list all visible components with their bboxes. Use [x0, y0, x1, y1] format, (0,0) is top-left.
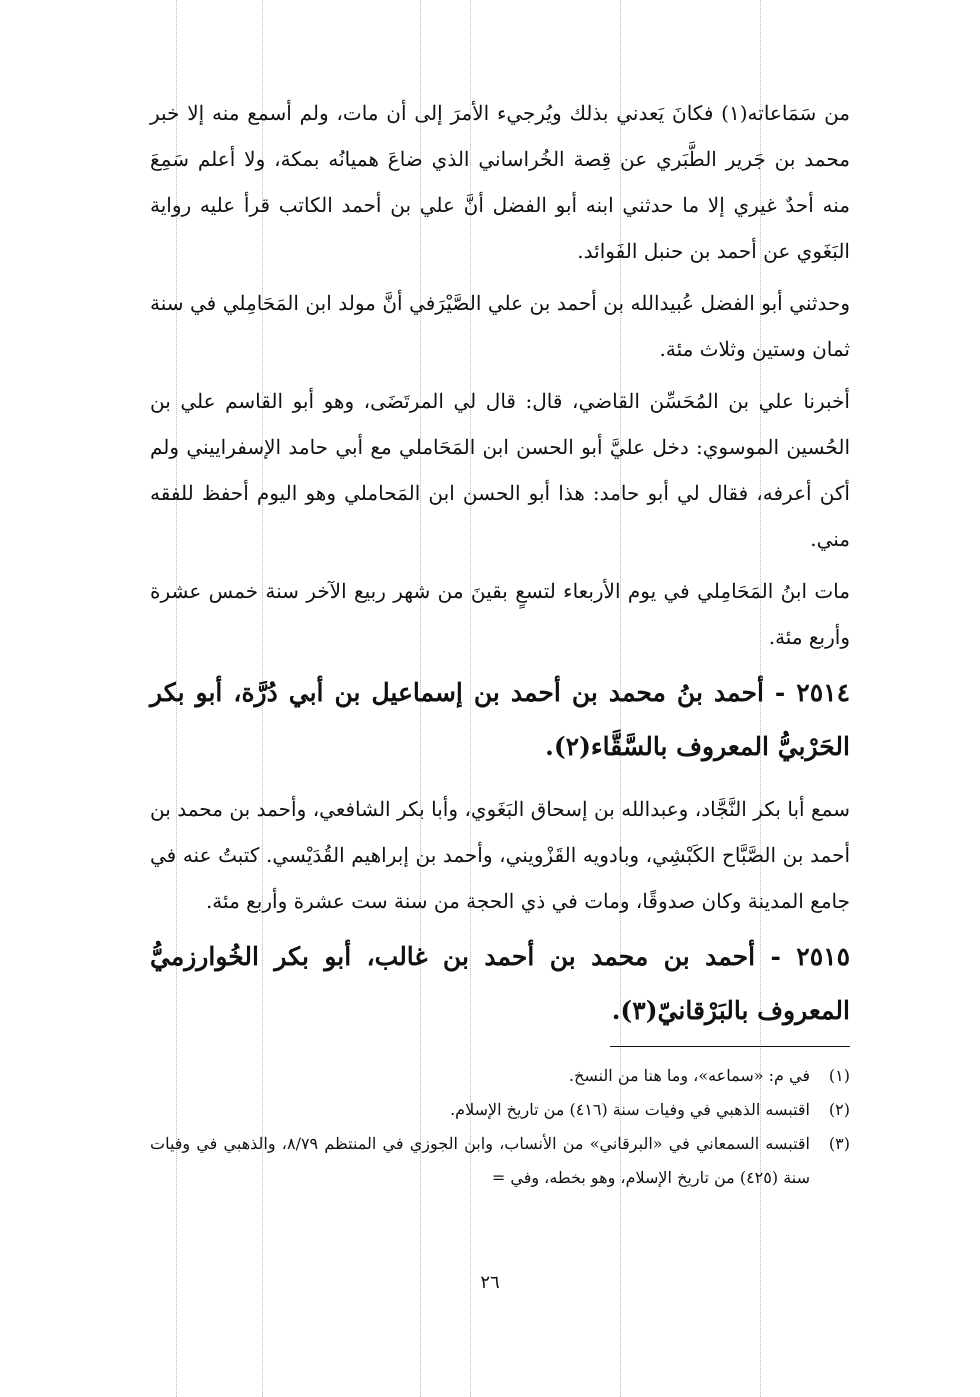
footnote — [150, 1093, 850, 1127]
footnote-text: في م: «سماعه»، وما هنا من النسخ. — [568, 1066, 810, 1085]
footnote-number: (١) — [828, 1066, 850, 1085]
paragraph: من سَمَاعاته(١) فكانَ يَعدني بذلك ويُرجيء الأمرَ إلى أن مات، ولم أسمع منه إلا خبر محمد بن جَرير الطَّبَري عن قِصة الخُراساني الذي ضاعَ هميانُه بمكة، ولا أعلم سَمِعَ منه أحدٌ غيري إلا ما حدثني ابنه أبو الفضل أنَّ علي بن أحمد الكاتب قرأ عليه رواية البَغَوي عن أحمد بن حنبل الفَوائد. — [150, 101, 851, 263]
footnotes — [150, 1059, 850, 1195]
footnote — [150, 1059, 850, 1093]
footnote-number: (٢) — [828, 1100, 850, 1119]
paragraph: وحدثني أبو الفضل عُبيدالله بن أحمد بن علي الصَّيْرَفي أنَّ مولد ابن المَحَامِلي في سنة ثمان وستين وثلاث مئة. — [150, 291, 850, 361]
footnote-number: (٣) — [828, 1134, 850, 1153]
book-page — [150, 90, 850, 1195]
paragraph: مات ابنُ المَحَامِلي في يوم الأربعاء لتسعٍ بقينَ من شهر ربيع الآخر سنة خمس عشرة وأربع مئة. — [150, 579, 850, 649]
entry-heading-2514: ٢٥١٤ - أحمد بنُ محمد بن أحمد بن إسماعيل بن أبي دُرَّة، أبو بكر الحَرْبيُّ المعروف بالسَّقَّاء(٢). — [150, 678, 850, 761]
footnote-text: اقتبسه الذهبي في وفيات سنة (٤١٦) من تاريخ الإسلام. — [450, 1100, 810, 1119]
footnote-text: اقتبسه السمعاني في «البرقاني» من الأنساب، وابن الجوزي في المنتظم ٨/٧٩، والذهبي في وفيات سنة (٤٢٥) من تاريخ الإسلام، وهو بخطه، وفي = — [150, 1134, 811, 1187]
footnote-separator — [610, 1046, 850, 1047]
entry-body-2514: سمع أبا بكر النَّجَّاد، وعبدالله بن إسحاق البَغَوي، وأبا بكر الشافعي، وأحمد بن محمد بن أحمد بن الصَّبَّاح الكَبْشِي، وبادويه القَزْويني، وأحمد بن إبراهيم القُدَيْسي. كتبتُ عنه في جامع المدينة وكان صدوقًا، ومات في ذي الحجة من سنة ست عشرة وأربع مئة. — [150, 797, 851, 913]
entry-heading-2515: ٢٥١٥ - أحمد بن محمد بن أحمد بن غالب، أبو بكر الخُوارزميُّ المعروف بالبَرْقانيّ(٣). — [150, 942, 850, 1025]
page-number: ٢٦ — [480, 1272, 500, 1293]
footnote — [150, 1127, 850, 1195]
paragraph: أخبرنا علي بن المُحَسِّن القاضي، قال: قال لي المرتَضَى، وهو أبو القاسم علي بن الحُسين الموسوي: دخل عليَّ أبو الحسن ابن المَحَاملي مع أبي حامد الإسفراييني ولم أكن أعرفه، فقال لي أبو حامد: هذا أبو الحسن ابن المَحاملي وهو اليوم أحفظ للفقه مني. — [150, 389, 850, 551]
